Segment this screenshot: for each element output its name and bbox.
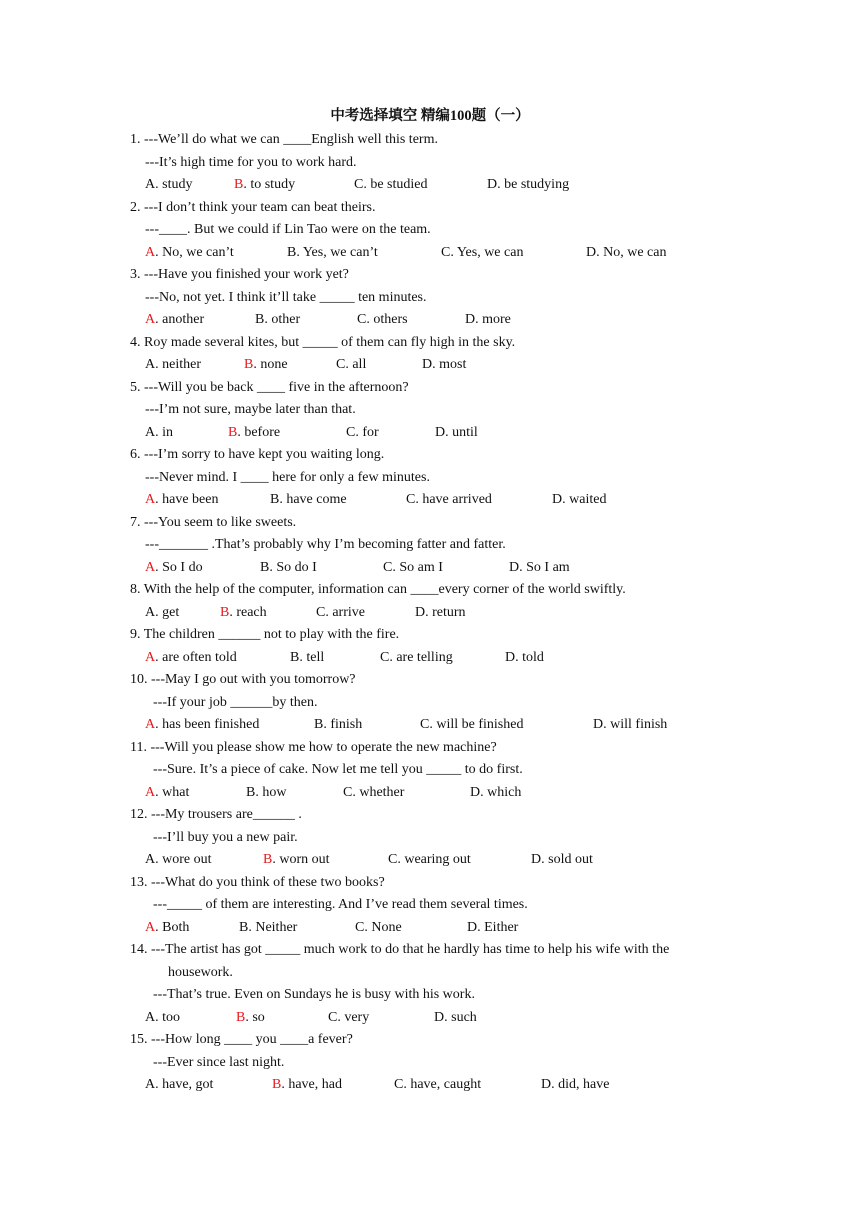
- option-letter: B: [314, 717, 324, 732]
- option-letter: C: [420, 717, 430, 732]
- question-stem: 8. With the help of the computer, information can ____every corner of the world swiftly.: [130, 582, 626, 597]
- option-letter: B: [290, 649, 300, 665]
- option-letter: C: [354, 177, 364, 192]
- option-letter: A: [145, 424, 156, 440]
- option-letter: C: [383, 559, 393, 575]
- option-text: . how: [255, 784, 287, 800]
- options-row: [130, 782, 730, 805]
- option-text: . have, had: [281, 1077, 342, 1092]
- option-text: . are telling: [389, 649, 453, 665]
- dialogue-reply: ---____. But we could if Lin Tao were on the team.: [145, 222, 431, 237]
- option-text: . Yes, we can’t: [296, 244, 378, 260]
- option-a: [145, 714, 259, 737]
- option-letter: D: [593, 717, 604, 732]
- option-d: [422, 354, 466, 377]
- option-b: [236, 1007, 265, 1030]
- option-a: [145, 489, 218, 512]
- option-letter: C: [336, 357, 346, 372]
- option-text: . told: [515, 649, 544, 665]
- option-text: . study: [155, 177, 193, 192]
- option-a: [145, 782, 189, 805]
- option-letter: A: [145, 357, 156, 372]
- answer-letter: B: [244, 357, 254, 372]
- option-c: [328, 1007, 369, 1030]
- option-c: [354, 174, 428, 197]
- dialogue-reply: ---No, not yet. I think it’ll take _____ ten minutes.: [145, 289, 427, 305]
- option-c: [383, 557, 443, 580]
- options-row: [130, 917, 730, 940]
- option-text: . neither: [155, 357, 201, 372]
- option-text: . wore out: [155, 852, 212, 867]
- option-b: [255, 309, 300, 332]
- option-letter: A: [145, 604, 156, 620]
- option-b: [239, 917, 297, 940]
- question-stem-continuation: housework.: [168, 964, 233, 980]
- option-letter: D: [552, 492, 563, 507]
- option-text: . have been: [155, 492, 219, 507]
- option-text: . be studying: [497, 177, 570, 192]
- option-text: . did, have: [551, 1077, 610, 1092]
- option-a: [145, 849, 212, 872]
- options-row: [130, 489, 730, 512]
- option-letter: C: [343, 784, 353, 800]
- dialogue-reply: ---If your job ______by then.: [153, 694, 318, 710]
- option-letter: D: [509, 559, 520, 575]
- option-d: [586, 242, 667, 265]
- option-text: . such: [444, 1009, 477, 1025]
- option-letter: A: [145, 1009, 156, 1025]
- option-letter: C: [394, 1077, 404, 1092]
- option-letter: B: [270, 492, 280, 507]
- answer-letter: B: [272, 1077, 282, 1092]
- dialogue-reply: ---It’s high time for you to work hard.: [145, 154, 357, 170]
- question-stem: 15. ---How long ____ you ____a fever?: [130, 1032, 353, 1047]
- option-text: . sold out: [541, 852, 593, 867]
- option-text: . before: [237, 424, 281, 440]
- option-b: [246, 782, 286, 805]
- option-letter: B: [246, 784, 256, 800]
- option-b: [290, 647, 324, 670]
- option-text: . So I am: [519, 559, 570, 575]
- option-text: . So do I: [269, 559, 317, 575]
- option-letter: C: [380, 649, 390, 665]
- question-stem: 5. ---Will you be back ____ five in the afternoon?: [130, 379, 409, 395]
- option-letter: B: [255, 312, 265, 327]
- option-d: [593, 714, 667, 737]
- option-letter: B: [287, 244, 297, 260]
- option-text: . other: [264, 312, 301, 327]
- option-letter: A: [145, 852, 156, 867]
- dialogue-reply: ---That’s true. Even on Sundays he is busy with his work.: [153, 987, 475, 1002]
- options-row: [130, 354, 730, 377]
- option-text: . have arrived: [415, 492, 492, 507]
- option-letter: C: [388, 852, 398, 867]
- question-stem: 12. ---My trousers are______ .: [130, 807, 302, 822]
- option-text: . for: [355, 424, 379, 440]
- answer-letter: B: [236, 1009, 246, 1025]
- option-text: . so: [245, 1009, 265, 1025]
- question-list: [130, 129, 730, 1097]
- option-b: [270, 489, 347, 512]
- option-d: [434, 1007, 477, 1030]
- answer-letter: A: [145, 649, 156, 665]
- option-text: . too: [155, 1009, 181, 1025]
- option-letter: D: [541, 1077, 552, 1092]
- options-row: [130, 647, 730, 670]
- option-text: . worn out: [272, 852, 330, 867]
- option-text: . another: [155, 312, 205, 327]
- answer-letter: A: [145, 312, 156, 327]
- option-text: . waited: [562, 492, 607, 507]
- option-c: [406, 489, 492, 512]
- option-c: [346, 422, 379, 445]
- option-d: [487, 174, 569, 197]
- options-row: [130, 1007, 730, 1030]
- question-stem: 10. ---May I go out with you tomorrow?: [130, 672, 356, 687]
- dialogue-reply: ---Never mind. I ____ here for only a few minutes.: [145, 469, 430, 485]
- option-text: . none: [253, 357, 288, 372]
- option-letter: B: [239, 919, 249, 935]
- option-text: . Yes, we can: [450, 244, 524, 260]
- option-letter: D: [422, 357, 433, 372]
- question-stem: 14. ---The artist has got _____ much work to do that he hardly has time to help his wife with the: [130, 942, 670, 957]
- option-d: [435, 422, 478, 445]
- option-text: . are often told: [155, 649, 237, 665]
- option-text: . in: [155, 424, 174, 440]
- option-text: . has been finished: [155, 717, 260, 732]
- option-a: [145, 422, 173, 445]
- option-text: . No, we can: [596, 244, 667, 260]
- option-c: [343, 782, 404, 805]
- option-text: . Either: [477, 919, 519, 935]
- answer-letter: A: [145, 784, 156, 800]
- option-letter: C: [441, 244, 451, 260]
- option-a: [145, 647, 237, 670]
- document-title: 中考选择填空 精编100题（一）: [330, 108, 530, 124]
- option-text: . return: [425, 604, 466, 620]
- option-text: . have, caught: [403, 1077, 482, 1092]
- option-d: [531, 849, 593, 872]
- dialogue-reply: ---I’ll buy you a new pair.: [153, 829, 298, 845]
- option-text: . will finish: [603, 717, 668, 732]
- option-letter: D: [531, 852, 542, 867]
- option-d: [541, 1074, 609, 1097]
- option-c: [394, 1074, 481, 1097]
- answer-letter: A: [145, 559, 156, 575]
- option-letter: C: [316, 604, 326, 620]
- answer-letter: B: [220, 604, 230, 620]
- question-stem: 4. Roy made several kites, but _____ of them can fly high in the sky.: [130, 334, 516, 350]
- option-text: . until: [445, 424, 478, 440]
- option-a: [145, 1074, 213, 1097]
- dialogue-reply: ---Sure. It’s a piece of cake. Now let me tell you _____ to do first.: [153, 762, 523, 777]
- option-text: . Both: [155, 919, 190, 935]
- option-text: . arrive: [325, 604, 365, 620]
- answer-letter: A: [145, 492, 156, 507]
- option-a: [145, 174, 192, 197]
- option-c: [441, 242, 523, 265]
- question-stem: 11. ---Will you please show me how to operate the new machine?: [130, 739, 497, 755]
- question-stem: 2. ---I don’t think your team can beat theirs.: [130, 199, 376, 215]
- option-d: [470, 782, 521, 805]
- option-letter: D: [470, 784, 481, 800]
- options-row: [130, 1074, 730, 1097]
- question-stem: 3. ---Have you finished your work yet?: [130, 267, 349, 282]
- option-c: [420, 714, 523, 737]
- option-letter: D: [415, 604, 426, 620]
- options-row: [130, 242, 730, 265]
- question-stem: 9. The children ______ not to play with the fire.: [130, 627, 400, 642]
- dialogue-reply: ---_____ of them are interesting. And I’ve read them several times.: [153, 897, 528, 912]
- option-text: . wearing out: [397, 852, 471, 867]
- option-c: [380, 647, 453, 670]
- option-letter: C: [355, 919, 365, 935]
- option-c: [357, 309, 408, 332]
- options-row: [130, 309, 730, 332]
- option-b: [234, 174, 295, 197]
- options-row: [130, 557, 730, 580]
- option-text: . what: [155, 784, 190, 800]
- option-a: [145, 242, 234, 265]
- option-text: . So I do: [155, 559, 203, 575]
- option-a: [145, 309, 204, 332]
- option-text: . get: [155, 604, 180, 620]
- option-letter: A: [145, 177, 156, 192]
- option-text: . have come: [279, 492, 347, 507]
- option-text: . most: [432, 357, 467, 372]
- option-c: [316, 602, 365, 625]
- dialogue-reply: ---Ever since last night.: [153, 1054, 285, 1070]
- answer-letter: A: [145, 919, 156, 935]
- option-text: . finish: [323, 717, 363, 732]
- option-b: [263, 849, 330, 872]
- answer-letter: A: [145, 244, 156, 260]
- option-text: . Neither: [248, 919, 298, 935]
- option-d: [505, 647, 544, 670]
- answer-letter: A: [145, 717, 156, 732]
- option-letter: C: [406, 492, 416, 507]
- option-b: [314, 714, 362, 737]
- dialogue-reply: ---I’m not sure, maybe later than that.: [145, 402, 356, 417]
- option-a: [145, 917, 189, 940]
- options-row: [130, 602, 730, 625]
- option-letter: C: [357, 312, 367, 327]
- option-d: [467, 917, 518, 940]
- option-text: . No, we can’t: [155, 244, 234, 260]
- option-text: . None: [364, 919, 402, 935]
- option-text: . have, got: [155, 1077, 214, 1092]
- option-text: . very: [337, 1009, 370, 1025]
- option-letter: D: [465, 312, 476, 327]
- option-letter: C: [328, 1009, 338, 1025]
- option-d: [509, 557, 570, 580]
- option-letter: D: [467, 919, 478, 935]
- option-text: . will be finished: [429, 717, 524, 732]
- answer-letter: B: [234, 177, 244, 192]
- answer-letter: B: [263, 852, 273, 867]
- answer-letter: B: [228, 424, 238, 440]
- option-text: . be studied: [363, 177, 428, 192]
- option-c: [388, 849, 471, 872]
- option-c: [355, 917, 402, 940]
- option-c: [336, 354, 366, 377]
- question-stem: 13. ---What do you think of these two books?: [130, 874, 385, 890]
- question-stem: 7. ---You seem to like sweets.: [130, 514, 297, 530]
- options-row: [130, 422, 730, 445]
- option-b: [228, 422, 280, 445]
- option-d: [465, 309, 511, 332]
- option-b: [244, 354, 288, 377]
- option-a: [145, 354, 201, 377]
- question-stem: 6. ---I’m sorry to have kept you waiting long.: [130, 447, 385, 462]
- option-letter: B: [260, 559, 270, 575]
- option-b: [272, 1074, 342, 1097]
- options-row: [130, 849, 730, 872]
- question-stem: 1. ---We’ll do what we can ____English well this term.: [130, 132, 438, 147]
- option-text: . to study: [243, 177, 296, 192]
- options-row: [130, 714, 730, 737]
- option-letter: D: [505, 649, 516, 665]
- option-text: . others: [366, 312, 408, 327]
- option-text: . which: [480, 784, 522, 800]
- option-text: . reach: [229, 604, 267, 620]
- option-letter: D: [435, 424, 446, 440]
- option-text: . more: [475, 312, 511, 327]
- option-b: [220, 602, 267, 625]
- option-text: . whether: [352, 784, 405, 800]
- option-letter: D: [487, 177, 498, 192]
- option-text: . tell: [299, 649, 325, 665]
- option-b: [260, 557, 317, 580]
- dialogue-reply: ---_______ .That’s probably why I’m becoming fatter and fatter.: [145, 537, 506, 552]
- option-text: . So am I: [392, 559, 443, 575]
- option-letter: C: [346, 424, 356, 440]
- option-letter: A: [145, 1077, 156, 1092]
- option-text: . all: [345, 357, 367, 372]
- option-d: [552, 489, 606, 512]
- option-letter: D: [434, 1009, 445, 1025]
- option-d: [415, 602, 466, 625]
- option-b: [287, 242, 378, 265]
- option-a: [145, 1007, 180, 1030]
- option-a: [145, 602, 179, 625]
- option-letter: D: [586, 244, 597, 260]
- options-row: [130, 174, 730, 197]
- option-a: [145, 557, 203, 580]
